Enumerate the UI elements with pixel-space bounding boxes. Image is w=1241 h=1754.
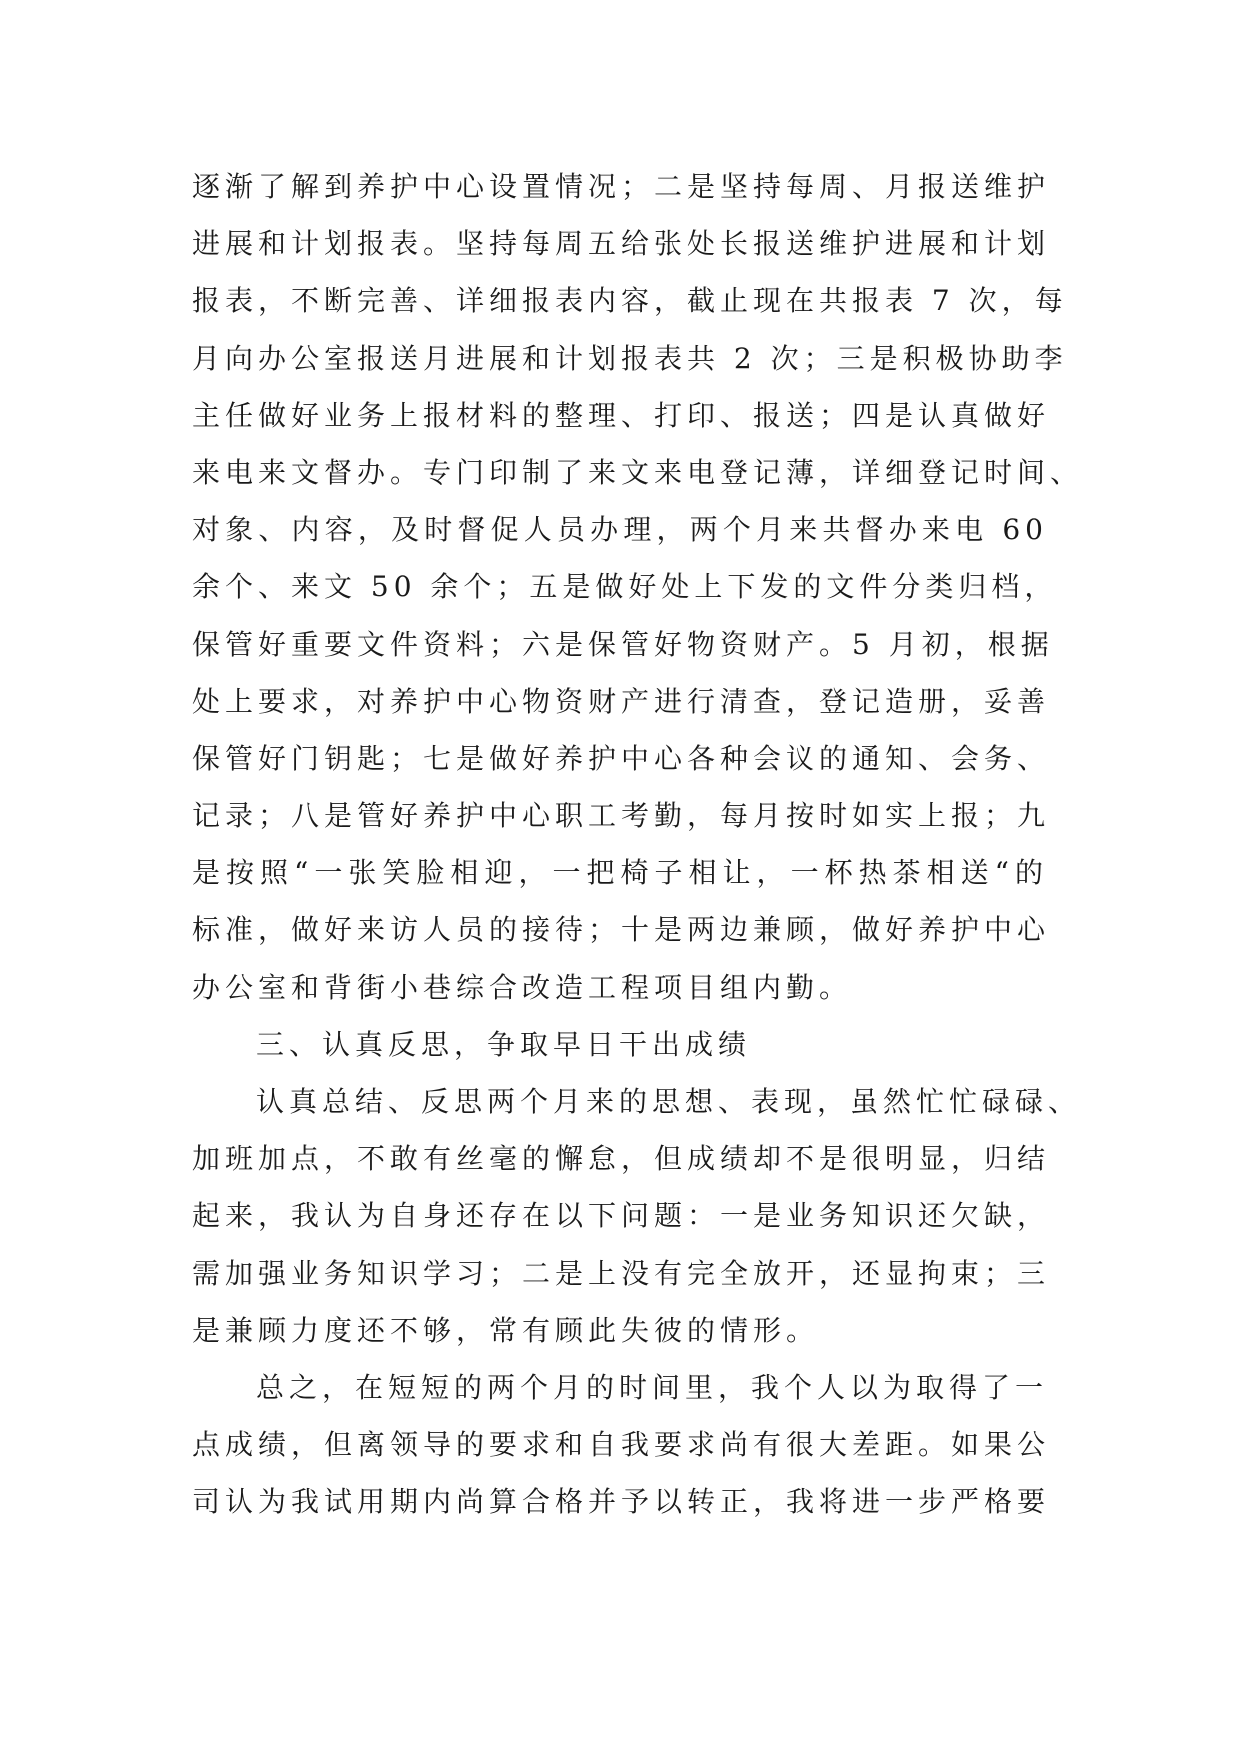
body-line: 司认为我试用期内尚算合格并予以转正，我将进一步严格要	[192, 1485, 1051, 1519]
body-line: 处上要求，对养护中心物资财产进行清查，登记造册，妥善	[192, 684, 1051, 718]
body-line: 保管好门钥匙；七是做好养护中心各种会议的通知、会务、	[192, 741, 1051, 775]
body-line: 月向办公室报送月进展和计划报表共 2 次；三是积极协助李	[192, 341, 1068, 375]
paragraph-first-line: 认真总结、反思两个月来的思想、表现，虽然忙忙碌碌、	[256, 1085, 1082, 1118]
body-line: 起来，我认为自身还存在以下问题：一是业务知识还欠缺，	[192, 1199, 1051, 1233]
paragraph-first-line: 总之，在短短的两个月的时间里，我个人以为取得了一	[256, 1370, 1049, 1404]
section-heading: 三、认真反思，争取早日干出成绩	[256, 1027, 752, 1061]
body-line: 主任做好业务上报材料的整理、打印、报送；四是认真做好	[192, 398, 1051, 432]
body-line: 来电来文督办。专门印制了来文来电登记薄，详细登记时间、	[192, 455, 1084, 489]
body-line: 标准，做好来访人员的接待；十是两边兼顾，做好养护中心	[192, 913, 1051, 947]
body-line: 逐渐了解到养护中心设置情况；二是坚持每周、月报送维护	[192, 170, 1051, 203]
body-line: 需加强业务知识学习；二是上没有完全放开，还显拘束；三	[192, 1256, 1051, 1290]
body-line: 对象、内容，及时督促人员办理，两个月来共督办来电 60	[192, 513, 1048, 547]
body-line: 加班加点，不敢有丝毫的懈怠，但成绩却不是很明显，归结	[192, 1142, 1051, 1176]
body-line: 记录；八是管好养护中心职工考勤，每月按时如实上报；九	[192, 799, 1051, 833]
body-line: 是按照“一张笑脸相迎，一把椅子相让，一杯热茶相送“的	[192, 856, 1048, 890]
paragraph-end-line: 办公室和背街小巷综合改造工程项目组内勤。	[192, 970, 853, 1004]
body-line: 保管好重要文件资料；六是保管好物资财产。5 月初，根据	[192, 627, 1054, 661]
paragraph-end-line: 是兼顾力度还不够，常有顾此失彼的情形。	[192, 1313, 820, 1347]
body-line: 进展和计划报表。坚持每周五给张处长报送维护进展和计划	[192, 227, 1051, 261]
body-line: 点成绩，但离领导的要求和自我要求尚有很大差距。如果公	[192, 1428, 1051, 1462]
body-line: 报表，不断完善、详细报表内容，截止现在共报表 7 次，每	[192, 284, 1068, 318]
document-body	[192, 158, 1084, 1531]
body-line: 余个、来文 50 余个；五是做好处上下发的文件分类归档，	[192, 570, 1058, 604]
